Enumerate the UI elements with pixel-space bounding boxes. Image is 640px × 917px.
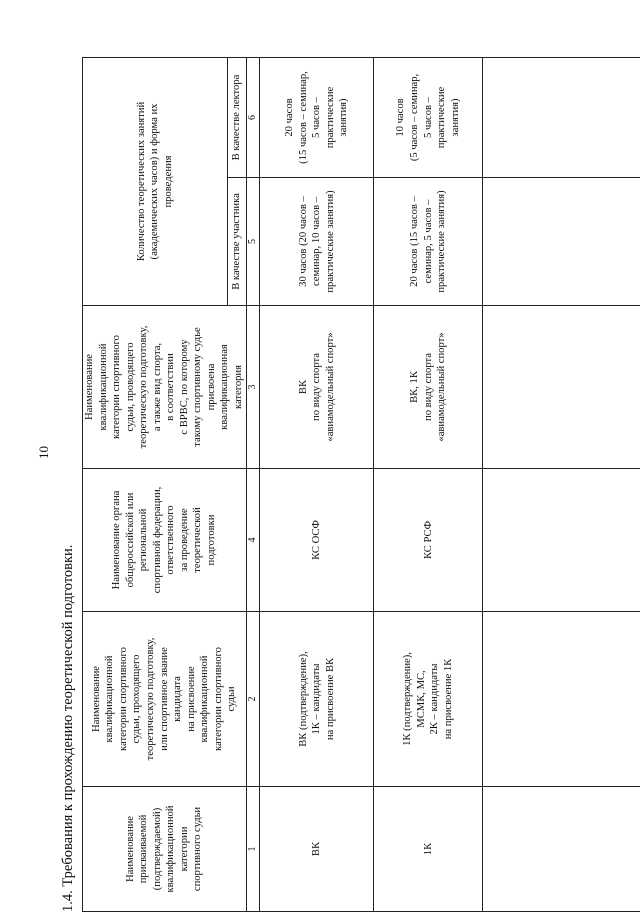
cell-candidate: ВК (подтверждение), 1К – кандидаты на присвоение ВК	[260, 612, 374, 787]
table-row	[260, 57, 374, 911]
header-hours: Количество теоретических занятий (академических часов) и форма их проведения	[83, 57, 228, 305]
cell-participant-hours: 20 часов (15 часов – семинар, 5 часов – практические занятия)	[374, 178, 483, 306]
table-row	[374, 57, 483, 911]
header-candidate: Наименование квалификационной категории спортивного судьи, проходящего теоретическую подготовку, или спортивное звание кандидата на присвоение квалификационной категории спортивного судьи	[83, 612, 247, 787]
rotated-content	[60, 58, 634, 912]
empty-cell	[483, 787, 640, 912]
empty-cell	[483, 57, 640, 177]
column-number: 6	[246, 57, 260, 177]
empty-cell	[483, 612, 640, 787]
cell-candidate: 1К (подтверждение), МСМК, МС, 2К – кандидаты на присвоение 1К	[374, 612, 483, 787]
cell-category: 1К	[374, 787, 483, 912]
empty-cell	[483, 178, 640, 306]
column-number: 1	[246, 787, 260, 912]
column-number: 3	[246, 306, 260, 469]
header-organ: Наименование органа общероссийской или региональной спортивной федерации, ответственного за проведение теоретической подготовки	[83, 469, 247, 612]
cell-lecturer-hours: 10 часов (5 часов – семинар, 5 часов – практические занятия)	[374, 57, 483, 177]
requirements-table	[82, 57, 640, 912]
cell-lecturer: ВК, 1К по виду спорта «авиамодельный спорт»	[374, 306, 483, 469]
cell-category: ВК	[260, 787, 374, 912]
cell-lecturer: ВК по виду спорта «авиамодельный спорт»	[260, 306, 374, 469]
empty-cell	[483, 306, 640, 469]
cell-organ: КС РСФ	[374, 469, 483, 612]
subheader-participant: В качестве участника	[228, 178, 247, 306]
subheader-lecturer: В качестве лектора	[228, 57, 247, 177]
section-caption: 1.4. Требования к прохождению теоретической подготовки.	[60, 544, 76, 912]
header-category: Наименование присваиваемой (подтверждаемой) квалификационной категории спортивного судьи	[83, 787, 247, 912]
column-number: 4	[246, 469, 260, 612]
column-number: 5	[246, 178, 260, 306]
page-number: 10	[36, 446, 51, 459]
cell-organ: КС ОСФ	[260, 469, 374, 612]
header-lecturer: Наименование квалификационной категории спортивного судьи, проводящего теоретическую подготовку, а также вид спорта, в соответствии с ВРВС, по которому такому спортивному судье присвоена квалификационная категория	[83, 306, 247, 469]
column-number: 2	[246, 612, 260, 787]
cell-lecturer-hours: 20 часов (15 часов – семинар, 5 часов – практические занятия)	[260, 57, 374, 177]
empty-cell	[483, 469, 640, 612]
cell-participant-hours: 30 часов (20 часов – семинар, 10 часов – практические занятия)	[260, 178, 374, 306]
